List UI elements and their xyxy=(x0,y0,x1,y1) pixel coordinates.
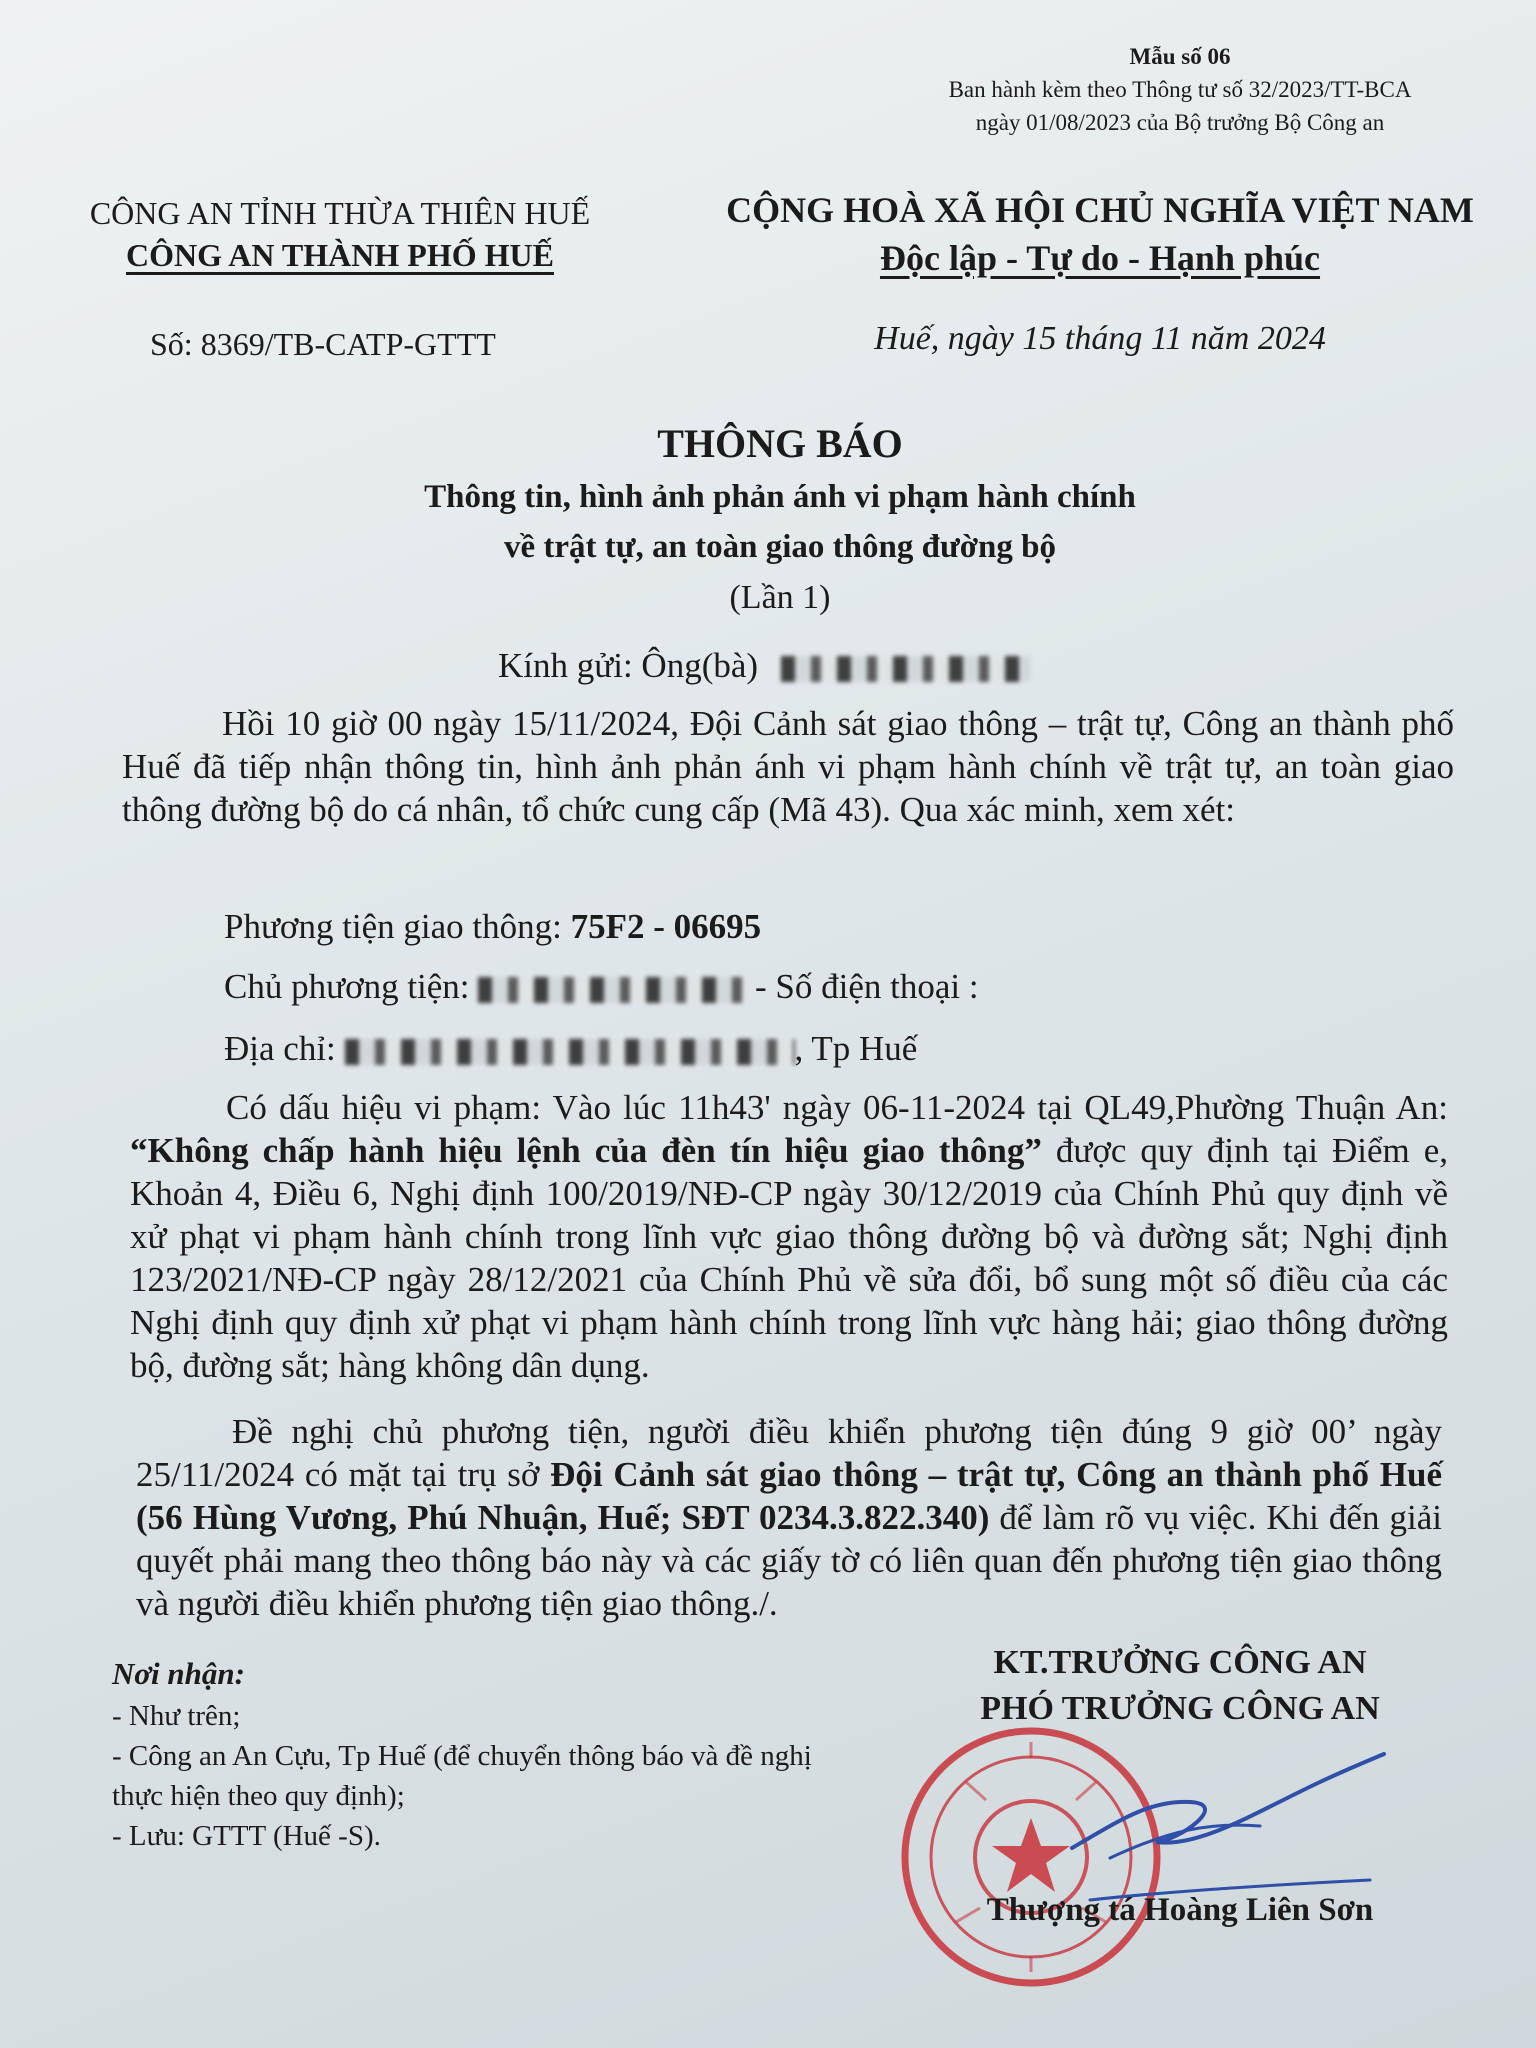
intro-paragraph: Hồi 10 giờ 00 ngày 15/11/2024, Đội Cảnh sát giao thông – trật tự, Công an thành phố Huế đã tiếp nhận thông tin, hình ảnh phản ánh vi phạm hành chính về trật tự, an toàn giao thông đường bộ do cá nhân, tổ chức cung cấp (Mã 43). Qua xác minh, xem xét: xyxy=(122,704,1454,829)
owner-label: Chủ phương tiện: xyxy=(224,967,479,1006)
violation-prefix: Có dấu hiệu vi phạm: Vào lúc 11h43' ngày 06-11-2024 tại QL49,Phường Thuận An: xyxy=(226,1088,1448,1127)
vehicle-label: Phương tiện giao thông: xyxy=(224,907,571,946)
notice-round: (Lần 1) xyxy=(729,579,831,616)
vehicle-line xyxy=(224,905,761,948)
recipient-item: - Công an An Cựu, Tp Huế (để chuyển thông báo và đề nghị thực hiện theo quy định); xyxy=(112,1740,812,1812)
form-issued-line1: Ban hành kèm theo Thông tư số 32/2023/TT-BCA xyxy=(948,77,1412,102)
violation-paragraph xyxy=(130,1086,1448,1387)
signature-icon xyxy=(1060,1730,1390,1910)
notice-subtitle-1: Thông tin, hình ảnh phản ánh vi phạm hành chính xyxy=(424,479,1136,515)
request-prefix: Đề nghị chủ phương tiện, người điều khiển phương tiện đúng 9 giờ 00’ ngày 25/11/2024 có mặt tại trụ sở xyxy=(136,1412,1442,1494)
nation-block xyxy=(700,186,1500,282)
notice-subtitle-2: về trật tự, an toàn giao thông đường bộ xyxy=(503,529,1056,565)
form-number: Mẫu số 06 xyxy=(1129,44,1231,69)
notice-title: THÔNG BÁO xyxy=(657,421,903,466)
address-label: Địa chỉ: xyxy=(224,1029,345,1068)
address-line xyxy=(224,1027,917,1070)
greeting: Kính gửi: Ông(bà) xyxy=(498,646,759,685)
place-date: Huế, ngày 15 tháng 11 năm 2024 xyxy=(874,320,1326,357)
request-paragraph xyxy=(136,1410,1442,1625)
signer-name: Thượng tá Hoàng Liên Sơn xyxy=(986,1892,1374,1928)
recipients-heading: Nơi nhận: xyxy=(112,1656,245,1691)
nation-motto: Độc lập - Tự do - Hạnh phúc xyxy=(879,238,1321,278)
recipient-item: - Lưu: GTTT (Huế -S). xyxy=(112,1820,381,1852)
agency-block xyxy=(40,192,640,276)
request-suffix: để làm rõ vụ việc. Khi đến giải quyết phải mang theo thông báo này và các giấy tờ có liên quan đến phương tiện giao thông và người điều khiển phương tiện giao thông./. xyxy=(136,1498,1443,1623)
phone-label: - Số điện thoại : xyxy=(746,967,979,1006)
recipient-item: - Như trên; xyxy=(112,1700,241,1732)
redacted-name xyxy=(781,656,1031,682)
violation-suffix: được quy định tại Điểm e, Khoản 4, Điều 6, Nghị định 100/2019/NĐ-CP ngày 30/12/2019 của Chính Phủ quy định về xử phạt vi phạm hành chính trong lĩnh vực giao thông đường bộ và đường sắt; Nghị định 123/2021/NĐ-CP ngày 28/12/2021 của Chính Phủ về sửa đổi, bổ sung một số điều của các Nghị định quy định xử phạt vi phạm hành chính trong lĩnh vực hàng hải; giao thông đường bộ, đường sắt; hàng không dân dụng. xyxy=(130,1131,1448,1385)
form-issued-line2: ngày 01/08/2023 của Bộ trưởng Bộ Công an xyxy=(975,110,1385,135)
request-place: Đội Cảnh sát giao thông – trật tự, Công an thành phố Huế (56 Hùng Vương, Phú Nhuận, Huế; SĐT 0234.3.822.340) xyxy=(136,1455,1442,1537)
address-tail: , Tp Huế xyxy=(794,1029,918,1068)
agency-name: CÔNG AN THÀNH PHỐ HUẾ xyxy=(126,237,554,273)
notice-heading xyxy=(200,418,1360,626)
doc-number: Số: 8369/TB-CATP-GTTT xyxy=(150,326,496,362)
agency-parent: CÔNG AN TỈNH THỪA THIÊN HUẾ xyxy=(89,195,591,231)
violation-name: “Không chấp hành hiệu lệnh của đèn tín hiệu giao thông” xyxy=(130,1131,1042,1170)
signature-titles xyxy=(900,1640,1460,1732)
signer-role-2: PHÓ TRƯỞNG CÔNG AN xyxy=(980,1690,1380,1727)
form-reference xyxy=(900,40,1460,139)
redacted-owner xyxy=(478,977,746,1003)
owner-line xyxy=(224,965,979,1008)
signer-role-1: KT.TRƯỞNG CÔNG AN xyxy=(993,1644,1367,1681)
redacted-address xyxy=(345,1039,795,1065)
nation-title: CỘNG HOÀ XÃ HỘI CHỦ NGHĨA VIỆT NAM xyxy=(726,190,1474,230)
greeting-line xyxy=(498,646,1031,686)
recipients-block xyxy=(112,1652,812,1856)
vehicle-plate: 75F2 - 06695 xyxy=(570,907,762,946)
